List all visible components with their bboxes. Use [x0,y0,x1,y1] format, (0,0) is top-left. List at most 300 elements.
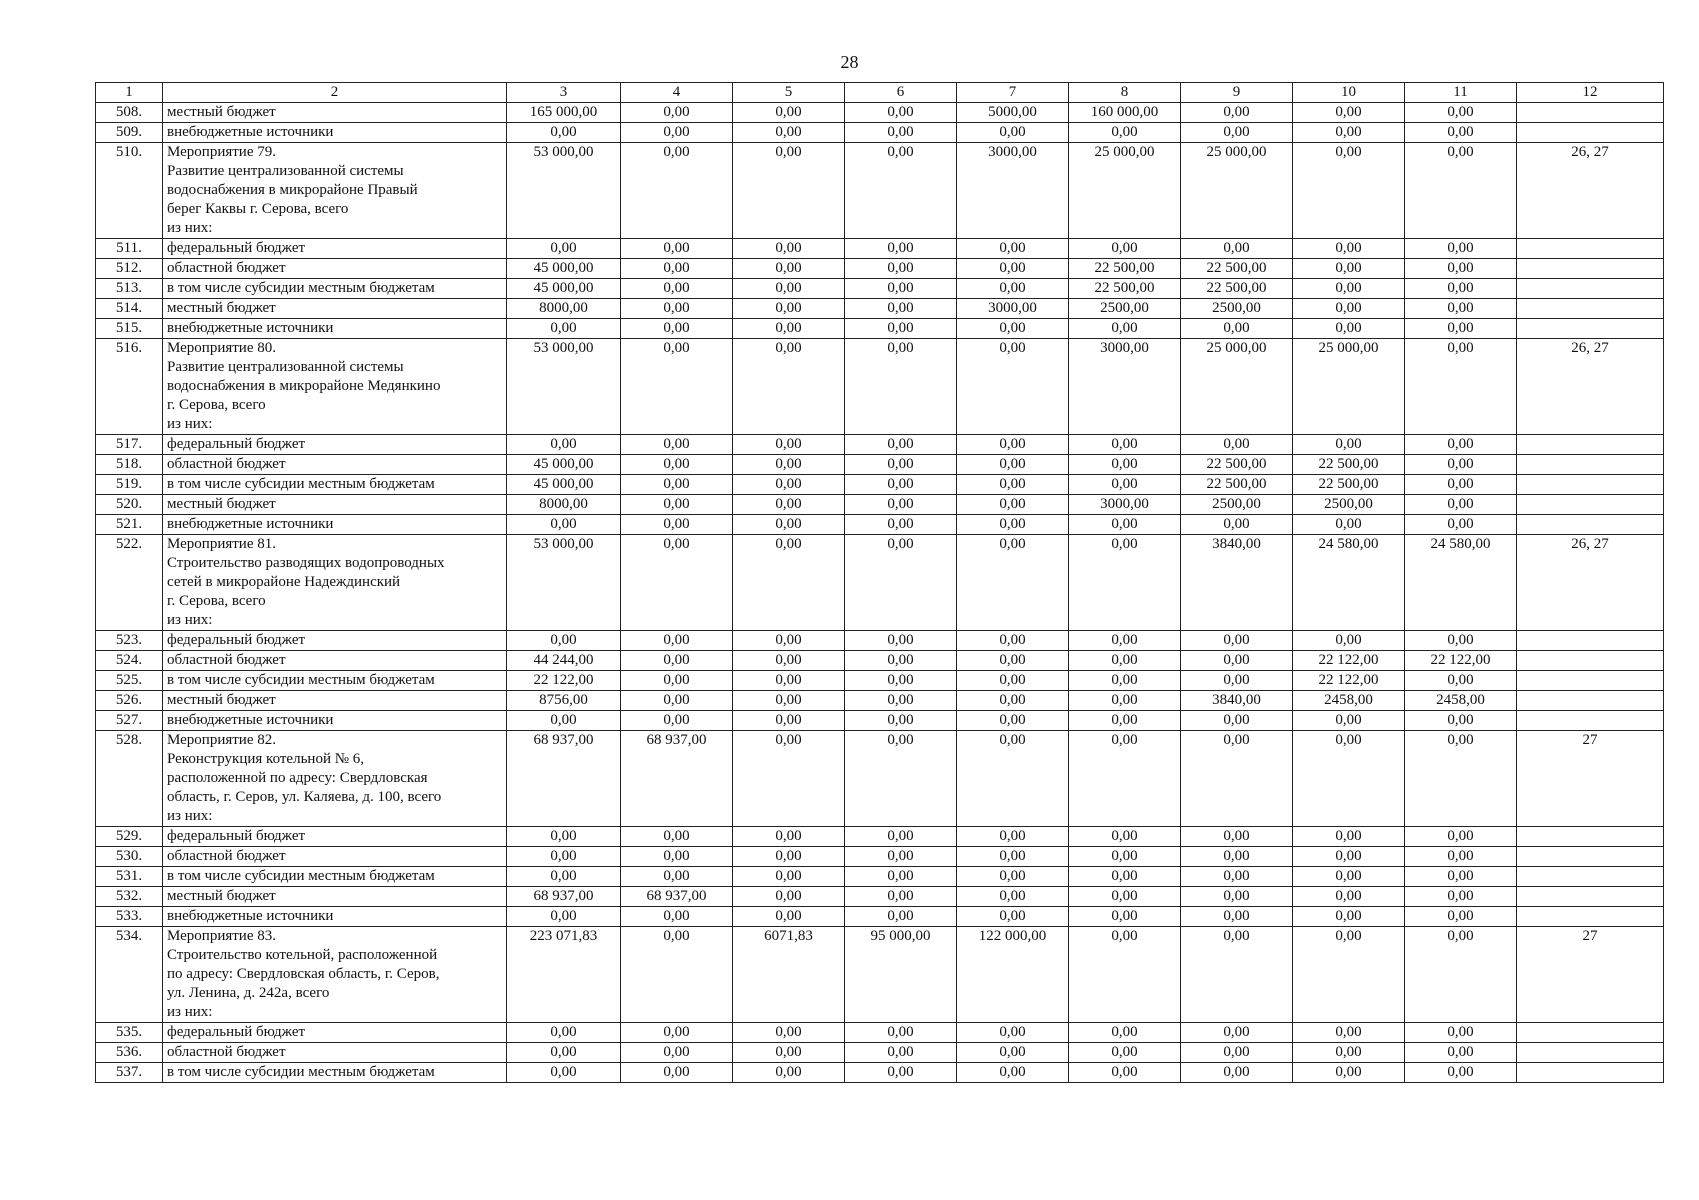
row-number: 533. [96,907,163,927]
amount-cell: 0,00 [1181,867,1293,887]
description-line: федеральный бюджет [167,632,306,648]
amount-cell: 95 000,00 [845,927,957,1023]
description-line: Мероприятие 82. [167,732,276,748]
amount-cell: 0,00 [1181,123,1293,143]
target-indicator-ref: 26, 27 [1517,339,1664,435]
row-description [163,515,507,535]
amount-cell: 0,00 [733,279,845,299]
amount-cell: 0,00 [1069,1043,1181,1063]
amount-cell: 0,00 [621,907,733,927]
amount-cell: 0,00 [957,475,1069,495]
target-indicator-ref [1517,239,1664,259]
description-line: внебюджетные источники [167,712,334,728]
target-indicator-ref [1517,319,1664,339]
column-header: 3 [507,83,621,103]
amount-cell: 0,00 [957,827,1069,847]
amount-cell: 0,00 [957,1043,1069,1063]
description-line: Реконструкция котельной № 6, [167,751,365,767]
row-number: 534. [96,927,163,1023]
row-description [163,475,507,495]
target-indicator-ref: 26, 27 [1517,143,1664,239]
column-header: 9 [1181,83,1293,103]
amount-cell: 0,00 [1181,1023,1293,1043]
target-indicator-ref [1517,1023,1664,1043]
description-line: внебюджетные источники [167,124,334,140]
amount-cell: 0,00 [1181,651,1293,671]
amount-cell: 0,00 [1293,631,1405,651]
amount-cell: 0,00 [845,1023,957,1043]
amount-cell: 22 500,00 [1181,279,1293,299]
description-line: г. Серова, всего [167,397,266,413]
amount-cell: 0,00 [845,1043,957,1063]
amount-cell: 0,00 [1293,1023,1405,1043]
description-line: водоснабжения в микрорайоне Медянкино [167,378,441,394]
amount-cell: 0,00 [733,535,845,631]
description-line: в том числе субсидии местным бюджетам [167,868,435,884]
amount-cell: 0,00 [621,279,733,299]
amount-cell: 0,00 [733,651,845,671]
row-number: 522. [96,535,163,631]
amount-cell: 0,00 [1181,319,1293,339]
amount-cell: 22 500,00 [1293,475,1405,495]
amount-cell: 0,00 [1181,711,1293,731]
amount-cell: 0,00 [733,495,845,515]
amount-cell: 0,00 [957,887,1069,907]
amount-cell: 0,00 [1069,671,1181,691]
amount-cell: 3000,00 [1069,339,1181,435]
amount-cell: 0,00 [1069,651,1181,671]
row-number: 537. [96,1063,163,1083]
amount-cell: 0,00 [957,259,1069,279]
target-indicator-ref [1517,515,1664,535]
amount-cell: 0,00 [507,907,621,927]
amount-cell: 0,00 [957,651,1069,671]
amount-cell: 25 000,00 [1181,143,1293,239]
amount-cell: 0,00 [845,651,957,671]
row-description [163,495,507,515]
amount-cell: 0,00 [1293,239,1405,259]
description-line: Строительство разводящих водопроводных [167,555,445,571]
amount-cell: 0,00 [1069,455,1181,475]
amount-cell: 45 000,00 [507,455,621,475]
amount-cell: 0,00 [1405,103,1517,123]
description-line: федеральный бюджет [167,436,306,452]
amount-cell: 0,00 [845,319,957,339]
amount-cell: 0,00 [621,1063,733,1083]
description-line: федеральный бюджет [167,828,306,844]
description-line: федеральный бюджет [167,1024,306,1040]
table-row [96,691,1664,711]
amount-cell: 0,00 [507,847,621,867]
description-line: в том числе субсидии местным бюджетам [167,476,435,492]
amount-cell: 0,00 [845,239,957,259]
amount-cell: 22 500,00 [1293,455,1405,475]
amount-cell: 0,00 [957,455,1069,475]
amount-cell: 0,00 [733,691,845,711]
amount-cell: 0,00 [1069,887,1181,907]
amount-cell: 0,00 [957,279,1069,299]
amount-cell: 3840,00 [1181,535,1293,631]
row-number: 536. [96,1043,163,1063]
amount-cell: 0,00 [845,279,957,299]
amount-cell: 0,00 [1405,1023,1517,1043]
amount-cell: 0,00 [1293,711,1405,731]
amount-cell: 2458,00 [1405,691,1517,711]
amount-cell: 0,00 [1405,907,1517,927]
description-line: в том числе субсидии местным бюджетам [167,1064,435,1080]
amount-cell: 0,00 [733,239,845,259]
amount-cell: 0,00 [957,123,1069,143]
column-header: 12 [1517,83,1664,103]
amount-cell: 22 500,00 [1181,455,1293,475]
table-row [96,1023,1664,1043]
amount-cell: 0,00 [1405,299,1517,319]
description-line: расположенной по адресу: Свердловская [167,770,428,786]
amount-cell: 0,00 [733,867,845,887]
amount-cell: 8756,00 [507,691,621,711]
amount-cell: 0,00 [845,435,957,455]
amount-cell: 0,00 [733,259,845,279]
amount-cell: 0,00 [1293,279,1405,299]
description-line: областной бюджет [167,652,286,668]
amount-cell: 24 580,00 [1293,535,1405,631]
amount-cell: 0,00 [621,259,733,279]
row-number: 532. [96,887,163,907]
amount-cell: 0,00 [957,515,1069,535]
amount-cell: 0,00 [1405,143,1517,239]
description-line: Мероприятие 80. [167,340,276,356]
amount-cell: 0,00 [957,339,1069,435]
row-description [163,631,507,651]
amount-cell: 0,00 [1181,671,1293,691]
amount-cell: 68 937,00 [507,887,621,907]
amount-cell: 0,00 [1069,847,1181,867]
amount-cell: 0,00 [1069,731,1181,827]
amount-cell: 53 000,00 [507,535,621,631]
column-header: 8 [1069,83,1181,103]
row-number: 509. [96,123,163,143]
amount-cell: 22 500,00 [1069,259,1181,279]
amount-cell: 0,00 [733,1043,845,1063]
amount-cell: 0,00 [1069,515,1181,535]
amount-cell: 0,00 [1293,847,1405,867]
row-number: 516. [96,339,163,435]
amount-cell: 0,00 [845,515,957,535]
row-description [163,691,507,711]
column-number-row [96,83,1664,103]
description-line: Развитие централизованной системы [167,163,404,179]
amount-cell: 0,00 [1293,103,1405,123]
row-number: 521. [96,515,163,535]
description-line: по адресу: Свердловская область, г. Серов, [167,966,440,982]
amount-cell: 0,00 [957,847,1069,867]
amount-cell: 2500,00 [1069,299,1181,319]
description-line: местный бюджет [167,300,276,316]
description-line: из них: [167,220,213,236]
amount-cell: 0,00 [1293,887,1405,907]
row-description [163,339,507,435]
column-header: 2 [163,83,507,103]
page-number: 28 [840,52,859,72]
amount-cell: 0,00 [845,671,957,691]
amount-cell: 0,00 [1293,123,1405,143]
amount-cell: 2500,00 [1293,495,1405,515]
row-number: 530. [96,847,163,867]
row-description [163,143,507,239]
amount-cell: 0,00 [733,123,845,143]
row-number: 518. [96,455,163,475]
table-row [96,455,1664,475]
amount-cell: 0,00 [1405,1043,1517,1063]
amount-cell: 0,00 [621,651,733,671]
amount-cell: 0,00 [1181,731,1293,827]
amount-cell: 0,00 [621,927,733,1023]
description-line: из них: [167,1004,213,1020]
description-line: из них: [167,612,213,628]
table-row [96,907,1664,927]
amount-cell: 68 937,00 [621,887,733,907]
table-row [96,671,1664,691]
row-number: 528. [96,731,163,827]
table-row [96,887,1664,907]
description-line: сетей в микрорайоне Надеждинский [167,574,401,590]
amount-cell: 0,00 [507,123,621,143]
table-row [96,495,1664,515]
target-indicator-ref [1517,123,1664,143]
row-number: 520. [96,495,163,515]
target-indicator-ref [1517,279,1664,299]
amount-cell: 0,00 [1293,515,1405,535]
row-number: 527. [96,711,163,731]
amount-cell: 0,00 [845,535,957,631]
target-indicator-ref [1517,299,1664,319]
column-header: 5 [733,83,845,103]
table-row [96,259,1664,279]
amount-cell: 0,00 [1405,731,1517,827]
row-description [163,455,507,475]
amount-cell: 0,00 [957,907,1069,927]
amount-cell: 0,00 [621,671,733,691]
amount-cell: 0,00 [845,691,957,711]
row-description [163,887,507,907]
amount-cell: 0,00 [1181,515,1293,535]
amount-cell: 0,00 [621,299,733,319]
amount-cell: 0,00 [1293,907,1405,927]
description-line: областной бюджет [167,1044,286,1060]
amount-cell: 0,00 [507,1023,621,1043]
amount-cell: 0,00 [845,143,957,239]
amount-cell: 0,00 [733,1023,845,1043]
amount-cell: 68 937,00 [507,731,621,827]
amount-cell: 0,00 [1293,731,1405,827]
target-indicator-ref [1517,887,1664,907]
row-description [163,847,507,867]
amount-cell: 0,00 [957,1063,1069,1083]
row-description [163,907,507,927]
amount-cell: 0,00 [1069,927,1181,1023]
amount-cell: 0,00 [733,475,845,495]
row-number: 517. [96,435,163,455]
amount-cell: 53 000,00 [507,339,621,435]
amount-cell: 6071,83 [733,927,845,1023]
table-row [96,535,1664,631]
amount-cell: 0,00 [957,239,1069,259]
amount-cell: 0,00 [733,827,845,847]
amount-cell: 0,00 [1069,691,1181,711]
amount-cell: 0,00 [957,631,1069,651]
description-line: водоснабжения в микрорайоне Правый [167,182,418,198]
amount-cell: 0,00 [845,847,957,867]
amount-cell: 0,00 [957,711,1069,731]
amount-cell: 0,00 [1181,847,1293,867]
row-description [163,123,507,143]
description-line: местный бюджет [167,104,276,120]
amount-cell: 0,00 [1069,1063,1181,1083]
table-row [96,827,1664,847]
amount-cell: 0,00 [507,435,621,455]
table-row [96,279,1664,299]
amount-cell: 0,00 [1405,279,1517,299]
amount-cell: 0,00 [621,143,733,239]
amount-cell: 0,00 [1069,319,1181,339]
amount-cell: 0,00 [507,239,621,259]
amount-cell: 0,00 [621,339,733,435]
amount-cell: 3000,00 [957,299,1069,319]
amount-cell: 0,00 [1181,887,1293,907]
column-header: 6 [845,83,957,103]
target-indicator-ref [1517,455,1664,475]
amount-cell: 0,00 [845,867,957,887]
table-row [96,847,1664,867]
table-row [96,1063,1664,1083]
amount-cell: 0,00 [733,455,845,475]
amount-cell: 45 000,00 [507,259,621,279]
amount-cell: 0,00 [845,887,957,907]
amount-cell: 0,00 [621,475,733,495]
description-line: внебюджетные источники [167,320,334,336]
amount-cell: 0,00 [507,1043,621,1063]
row-number: 524. [96,651,163,671]
amount-cell: 0,00 [1405,927,1517,1023]
target-indicator-ref [1517,103,1664,123]
amount-cell: 0,00 [845,731,957,827]
column-header: 7 [957,83,1069,103]
row-description [163,711,507,731]
amount-cell: 0,00 [1405,455,1517,475]
amount-cell: 3840,00 [1181,691,1293,711]
amount-cell: 0,00 [1405,887,1517,907]
amount-cell: 0,00 [507,711,621,731]
amount-cell: 0,00 [845,103,957,123]
amount-cell: 0,00 [621,495,733,515]
description-line: Мероприятие 81. [167,536,276,552]
column-header: 1 [96,83,163,103]
amount-cell: 0,00 [507,631,621,651]
amount-cell: 0,00 [507,827,621,847]
row-description [163,671,507,691]
amount-cell: 0,00 [733,339,845,435]
row-description [163,651,507,671]
amount-cell: 45 000,00 [507,475,621,495]
amount-cell: 0,00 [957,867,1069,887]
target-indicator-ref: 26, 27 [1517,535,1664,631]
amount-cell: 0,00 [1405,827,1517,847]
row-number: 508. [96,103,163,123]
amount-cell: 0,00 [621,631,733,651]
amount-cell: 0,00 [1181,1063,1293,1083]
amount-cell: 160 000,00 [1069,103,1181,123]
table-row [96,651,1664,671]
amount-cell: 0,00 [957,535,1069,631]
row-number: 512. [96,259,163,279]
amount-cell: 165 000,00 [507,103,621,123]
row-description [163,731,507,827]
amount-cell: 0,00 [621,103,733,123]
description-line: Развитие централизованной системы [167,359,404,375]
amount-cell: 0,00 [621,827,733,847]
row-number: 514. [96,299,163,319]
row-number: 529. [96,827,163,847]
row-description [163,535,507,631]
amount-cell: 3000,00 [1069,495,1181,515]
amount-cell: 0,00 [1405,319,1517,339]
amount-cell: 0,00 [1069,123,1181,143]
amount-cell: 0,00 [733,319,845,339]
table-row [96,319,1664,339]
table-row [96,475,1664,495]
target-indicator-ref [1517,711,1664,731]
amount-cell: 0,00 [1293,1043,1405,1063]
amount-cell: 0,00 [1181,435,1293,455]
target-indicator-ref [1517,475,1664,495]
amount-cell: 2500,00 [1181,299,1293,319]
description-line: из них: [167,808,213,824]
amount-cell: 0,00 [507,867,621,887]
amount-cell: 0,00 [845,1063,957,1083]
description-line: Строительство котельной, расположенной [167,947,438,963]
amount-cell: 0,00 [733,711,845,731]
amount-cell: 0,00 [1405,671,1517,691]
amount-cell: 8000,00 [507,299,621,319]
description-line: местный бюджет [167,692,276,708]
row-number: 523. [96,631,163,651]
amount-cell: 0,00 [621,1043,733,1063]
row-number: 515. [96,319,163,339]
description-line: федеральный бюджет [167,240,306,256]
amount-cell: 0,00 [621,535,733,631]
amount-cell: 0,00 [1181,927,1293,1023]
amount-cell: 0,00 [733,103,845,123]
row-description [163,1023,507,1043]
amount-cell: 0,00 [733,1063,845,1083]
amount-cell: 0,00 [1405,339,1517,435]
amount-cell: 25 000,00 [1181,339,1293,435]
amount-cell: 0,00 [733,847,845,867]
amount-cell: 0,00 [957,319,1069,339]
amount-cell: 0,00 [621,123,733,143]
description-line: областной бюджет [167,848,286,864]
target-indicator-ref [1517,867,1664,887]
target-indicator-ref [1517,847,1664,867]
description-line: областной бюджет [167,260,286,276]
amount-cell: 2500,00 [1181,495,1293,515]
amount-cell: 0,00 [621,239,733,259]
amount-cell: 0,00 [1405,475,1517,495]
amount-cell: 0,00 [1405,1063,1517,1083]
amount-cell: 24 580,00 [1405,535,1517,631]
amount-cell: 0,00 [1405,631,1517,651]
amount-cell: 22 122,00 [1293,671,1405,691]
